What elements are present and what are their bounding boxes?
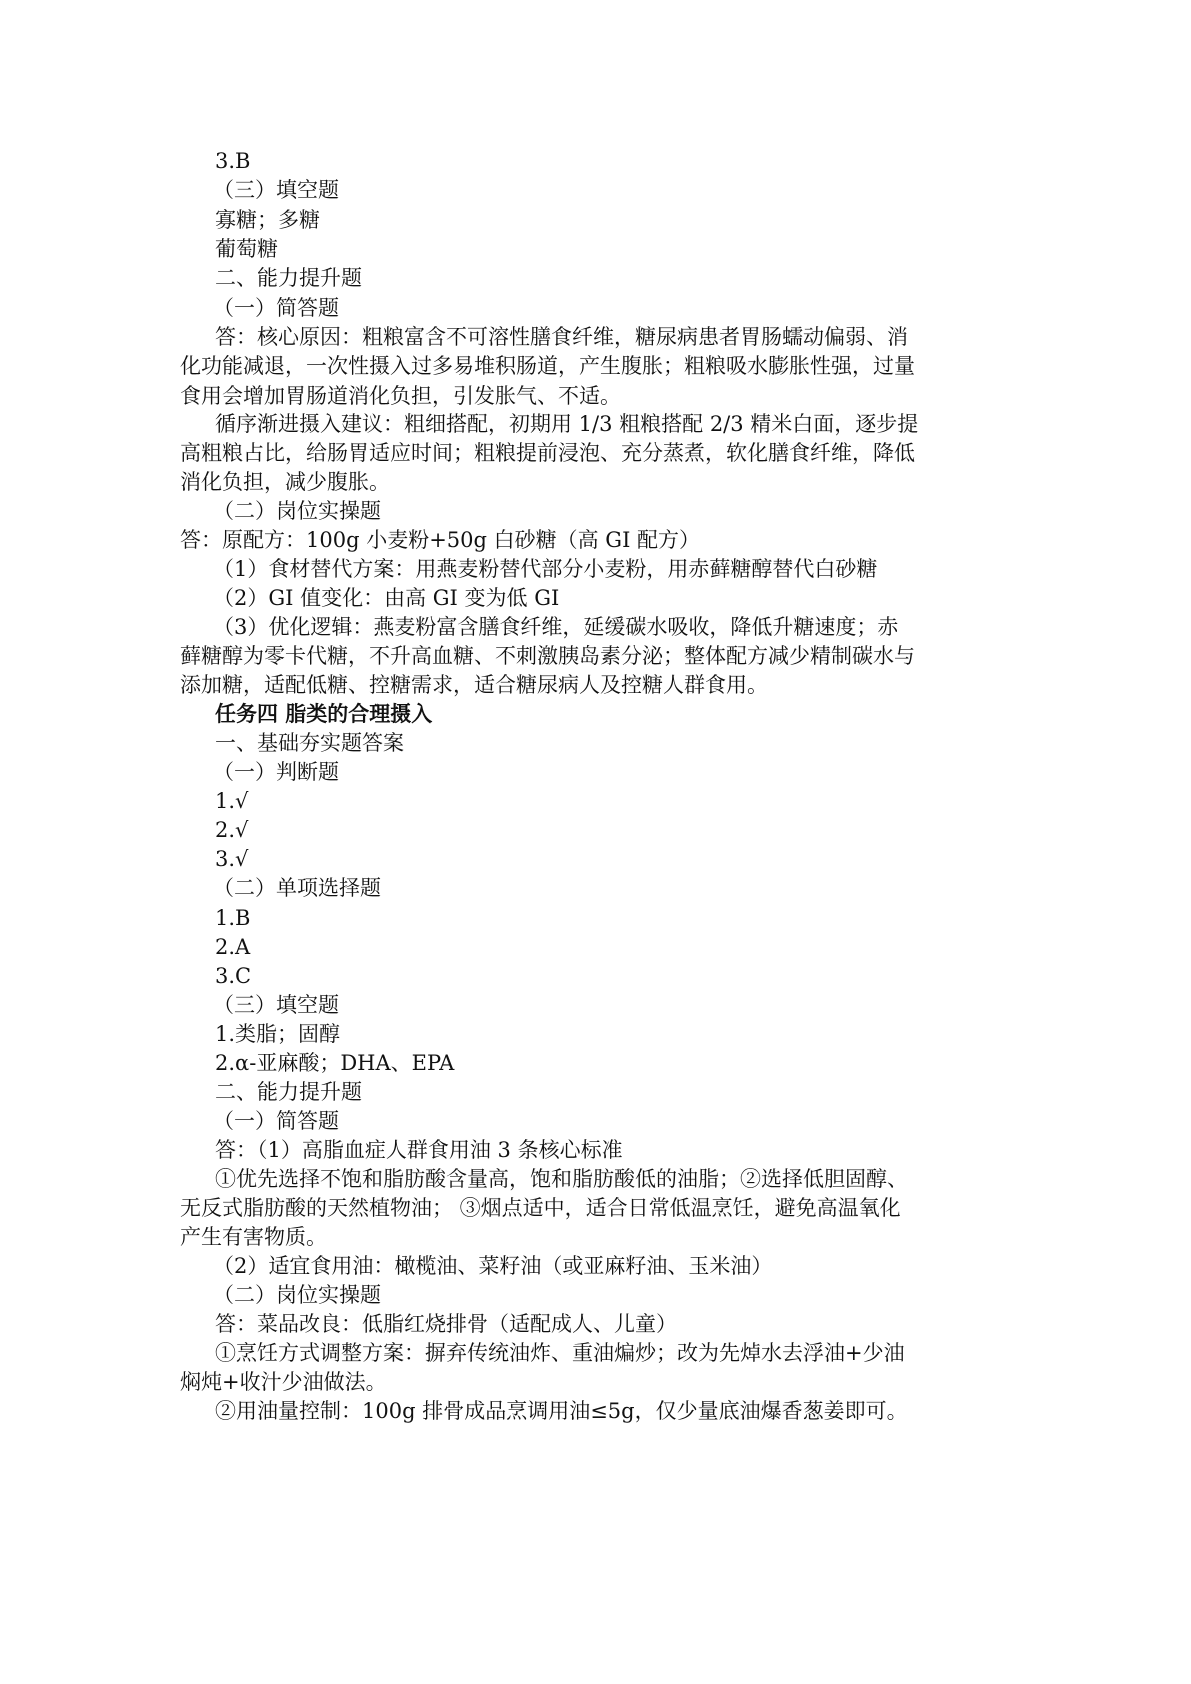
section-heading: （三）填空题 bbox=[213, 178, 339, 202]
section-heading: （一）简答题 bbox=[213, 1109, 339, 1133]
paragraph-line: 产生有害物质。 bbox=[180, 1225, 327, 1249]
section-heading: （二）单项选择题 bbox=[213, 876, 381, 900]
paragraph-line: ①烹饪方式调整方案：摒弃传统油炸、重油煸炒；改为先焯水去浮油+少油 bbox=[215, 1341, 905, 1365]
answer-line: 1.B bbox=[215, 906, 251, 930]
paragraph-line: 添加糖，适配低糖、控糖需求，适合糖尿病人及控糖人群食用。 bbox=[180, 673, 768, 697]
paragraph-line: 无反式脂肪酸的天然植物油； ③烟点适中，适合日常低温烹饪，避免高温氧化 bbox=[180, 1196, 901, 1220]
answer-line: 2.A bbox=[215, 935, 251, 959]
paragraph-line: （1）食材替代方案：用燕麦粉替代部分小麦粉，用赤藓糖醇替代白砂糖 bbox=[213, 557, 878, 581]
paragraph-line: 答：原配方：100g 小麦粉+50g 白砂糖（高 GI 配方） bbox=[180, 528, 701, 552]
paragraph-line: 化功能减退，一次性摄入过多易堆积肠道，产生腹胀；粗粮吸水膨胀性强，过量 bbox=[180, 354, 915, 378]
answer-line: 寡糖；多糖 bbox=[215, 208, 320, 232]
answer-line: 2.√ bbox=[215, 818, 249, 842]
paragraph-line: ②用油量控制：100g 排骨成品烹调用油≤5g，仅少量底油爆香葱姜即可。 bbox=[215, 1399, 908, 1423]
paragraph-line: 答：（1）高脂血症人群食用油 3 条核心标准 bbox=[215, 1138, 623, 1162]
answer-line: 3.C bbox=[215, 964, 252, 988]
section-heading: （一）判断题 bbox=[213, 760, 339, 784]
section-heading: 二、能力提升题 bbox=[215, 266, 362, 290]
answer-line: 2.α-亚麻酸；DHA、EPA bbox=[215, 1051, 455, 1075]
section-heading: 二、能力提升题 bbox=[215, 1080, 362, 1104]
paragraph-line: 食用会增加胃肠道消化负担，引发胀气、不适。 bbox=[180, 384, 621, 408]
paragraph-line: 消化负担，减少腹胀。 bbox=[180, 470, 390, 494]
section-heading: 一、基础夯实题答案 bbox=[215, 731, 404, 755]
answer-line: 3.B bbox=[215, 149, 251, 173]
paragraph-line: 焖炖+收汁少油做法。 bbox=[180, 1370, 387, 1394]
section-heading: （二）岗位实操题 bbox=[213, 1283, 381, 1307]
task-title: 任务四 脂类的合理摄入 bbox=[215, 701, 433, 726]
paragraph-line: （2）适宜食用油：橄榄油、菜籽油（或亚麻籽油、玉米油） bbox=[213, 1254, 773, 1278]
paragraph-line: 高粗粮占比，给肠胃适应时间；粗粮提前浸泡、充分蒸煮，软化膳食纤维，降低 bbox=[180, 441, 915, 465]
paragraph-line: ①优先选择不饱和脂肪酸含量高，饱和脂肪酸低的油脂；②选择低胆固醇、 bbox=[215, 1167, 908, 1191]
paragraph-line: 循序渐进摄入建议：粗细搭配，初期用 1/3 粗粮搭配 2/3 精米白面，逐步提 bbox=[215, 412, 919, 436]
section-heading: （二）岗位实操题 bbox=[213, 499, 381, 523]
answer-line: 葡萄糖 bbox=[215, 237, 278, 261]
paragraph-line: 答：核心原因：粗粮富含不可溶性膳食纤维，糖尿病患者胃肠蠕动偏弱、消 bbox=[215, 325, 908, 349]
section-heading: （三）填空题 bbox=[213, 993, 339, 1017]
paragraph-line: （3）优化逻辑：燕麦粉富含膳食纤维，延缓碳水吸收，降低升糖速度；赤 bbox=[213, 615, 899, 639]
paragraph-line: 答：菜品改良：低脂红烧排骨（适配成人、儿童） bbox=[215, 1312, 677, 1336]
answer-line: 3.√ bbox=[215, 847, 249, 871]
paragraph-line: 藓糖醇为零卡代糖，不升高血糖、不刺激胰岛素分泌；整体配方减少精制碳水与 bbox=[180, 644, 915, 668]
answer-line: 1.类脂；固醇 bbox=[215, 1022, 341, 1046]
paragraph-line: （2）GI 值变化：由高 GI 变为低 GI bbox=[213, 586, 560, 610]
section-heading: （一）简答题 bbox=[213, 296, 339, 320]
answer-line: 1.√ bbox=[215, 789, 249, 813]
